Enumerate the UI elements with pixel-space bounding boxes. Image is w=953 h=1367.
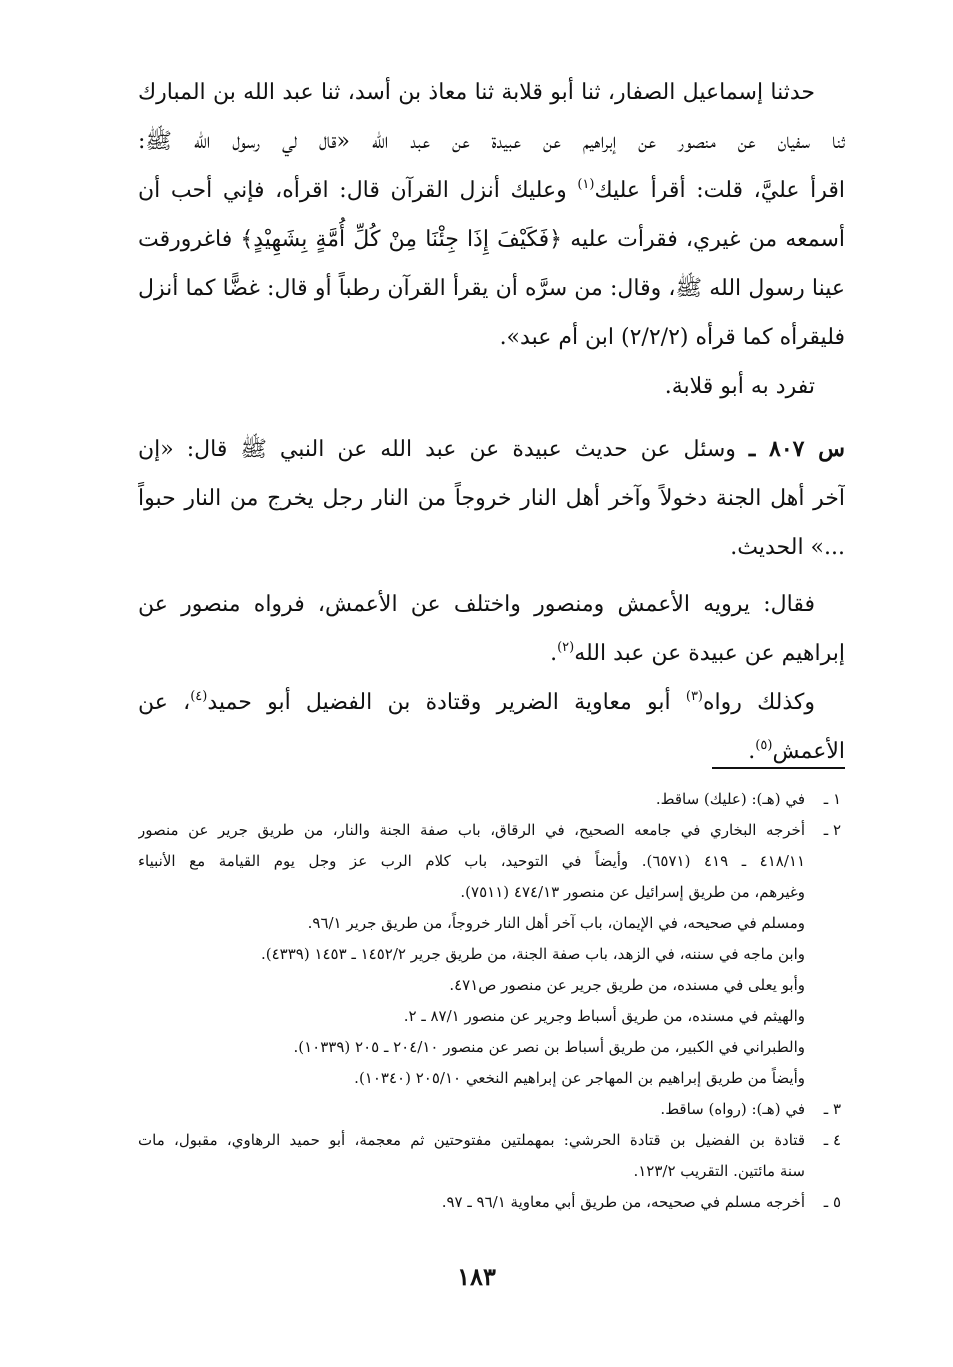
footnote-line: وغيرهم، من طريق إسرائيل عن منصور ٤٧٤/١٣ (٧٥١١). bbox=[460, 883, 805, 901]
text-line bbox=[138, 678, 845, 727]
question-label: س ٨٠٧ ـ bbox=[748, 436, 845, 462]
footnote-ref: (١) bbox=[577, 177, 595, 192]
footnote-ref: (٤) bbox=[190, 689, 208, 704]
text-span: وسئل عن حديث عبيدة عن عبد الله عن النبي ﷺ قال: «إن bbox=[138, 437, 749, 462]
footnote-text: أخرجه مسلم في صحيحه، من طريق أبي معاوية ٩٦/١ ـ ٩٧. bbox=[441, 1193, 805, 1211]
text-span: . bbox=[748, 739, 756, 764]
text-line bbox=[138, 629, 845, 678]
footnote-line: سنة مائتين. التقريب ١٢٣/٢. bbox=[633, 1162, 805, 1180]
text-span: وكذلك رواه bbox=[703, 690, 816, 715]
text-span: اقرأ عليَّ، قلت: أقرأ عليك bbox=[594, 178, 845, 203]
answer-line: فقال: يرويه الأعمش ومنصور واختلف عن الأعمش، فرواه منصور عن bbox=[138, 592, 815, 617]
footnote-line: وأبو يعلى في مسنده، من طريق جرير عن منصور ص٤٧١. bbox=[449, 976, 805, 994]
text-span: أبو معاوية الضرير وقتادة بن الفضيل أبو حميد bbox=[207, 690, 686, 715]
text-line: تفرد به أبو قلابة. bbox=[664, 374, 815, 399]
text-line: ...» الحديث. bbox=[730, 535, 845, 560]
footnote-ref: (٣) bbox=[685, 689, 703, 704]
footnote-line: ومسلم في صحيحه، في الإيمان، باب آخر أهل النار خروجاً، من طريق جرير ٩٦/١. bbox=[307, 914, 805, 932]
footnote-text: أخرجه البخاري في جامعه الصحيح، في الرقاق، باب صفة الجنة والنار، من طريق جرير عن منصور bbox=[138, 821, 805, 839]
text-span: وعليك أنزل القرآن قال: اقرأه، فإني أحب أن bbox=[138, 178, 578, 203]
footnote-line: وأيضاً من طريق إبراهيم بن المهاجر عن إبراهيم النخعي ٢٠٥/١٠ (١٠٣٤٠). bbox=[354, 1069, 805, 1087]
footnote-1 bbox=[138, 784, 841, 815]
text-line: ثنا سفيان عن منصور عن إبراهيم عن عبيدة عن عبد الله «قال لي رسول الله ﷺ: bbox=[138, 129, 845, 154]
text-line: أسمعه من غيري، فقرأت عليه ﴿فَكَيْفَ إِذَا جِئْنَا مِنْ كُلِّ أُمَّةٍ بِشَهِيْدٍ﴾ فاغرورقت bbox=[138, 227, 845, 252]
footnote-number: ٣ ـ bbox=[823, 1100, 841, 1118]
text-line: حدثنا إسماعيل الصفار، ثنا أبو قلابة ثنا معاذ بن أسد، ثنا عبد الله بن المبارك bbox=[138, 80, 815, 105]
footnote-ref: (٢) bbox=[557, 640, 575, 655]
footnote-ref: (٥) bbox=[755, 738, 773, 753]
page-number: ١٨٣ bbox=[457, 1262, 496, 1291]
text-line: فليقرأه كما قرأه (٢/٢/٢) ابن أم عبد». bbox=[499, 325, 845, 350]
text-span: ، عن bbox=[138, 690, 191, 715]
footnote-3 bbox=[138, 1094, 841, 1125]
footnote-number: ٥ ـ bbox=[823, 1193, 841, 1211]
footnote-number: ٤ ـ bbox=[823, 1131, 841, 1149]
footnote-line: ٤١٨/١١ ـ ٤١٩ (٦٥٧١). وأيضاً في التوحيد، باب كلام الرب عز وجل يوم القيامة مع الأنبياء bbox=[138, 852, 806, 870]
footnote-2 bbox=[138, 815, 841, 846]
footnote-line: وابن ماجه في سننه، في الزهد، باب صفة الجنة، من طريق جرير ١٤٥٢/٢ ـ ١٤٥٣ (٤٣٣٩). bbox=[260, 945, 805, 963]
footnote-text: قتادة بن الفضيل بن قتادة الحرشي: بمهملتين مفتوحتين ثم معجمة، أبو حميد الرهاوي، مقبول، مات bbox=[138, 1131, 805, 1149]
footnotes bbox=[138, 784, 841, 1218]
text-line: عينا رسول الله ﷺ، وقال: من سرَّه أن يقرأ القرآن رطباً أو قال: غضًّا كما أنزل bbox=[138, 276, 845, 301]
question-line bbox=[138, 425, 845, 474]
footnote-line: والهيثم في مسنده، من طريق أسباط وجرير عن منصور ٨٧/١ ـ ٢. bbox=[403, 1007, 805, 1025]
footnote-line: والطبراني في الكبير، من طريق أسباط بن نصر عن منصور ٢٠٤/١٠ ـ ٢٠٥ (١٠٣٣٩). bbox=[293, 1038, 805, 1056]
footnote-number: ١ ـ bbox=[823, 790, 841, 808]
footnote-separator bbox=[712, 767, 845, 769]
text-span: الأعمش bbox=[772, 739, 845, 764]
text-line: آخر أهل الجنة دخولاً وآخر أهل النار خروجاً من النار رجل يخرج من النار حبواً bbox=[138, 486, 845, 511]
main-text bbox=[138, 68, 845, 776]
footnote-5 bbox=[138, 1187, 841, 1218]
footnote-text: في (هـ): (رواه) ساقط. bbox=[660, 1100, 805, 1118]
footnote-text: في (هـ): (عليك) ساقط. bbox=[655, 790, 805, 808]
footnote-number: ٢ ـ bbox=[823, 821, 841, 839]
text-span: . bbox=[550, 641, 558, 666]
text-span: إبراهيم عن عبيدة عن عبد الله bbox=[574, 641, 845, 666]
footnote-4 bbox=[138, 1125, 841, 1156]
text-line bbox=[138, 166, 845, 215]
